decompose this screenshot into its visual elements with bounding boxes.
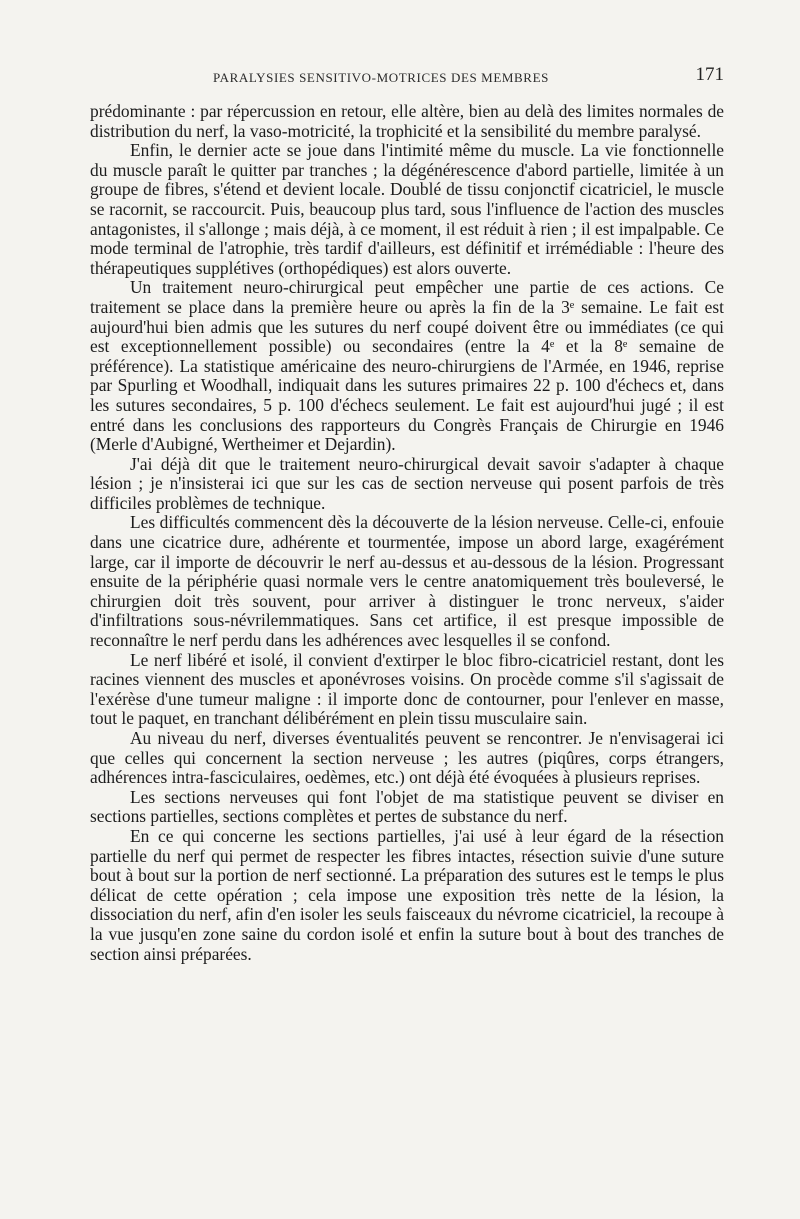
page-number: 171: [695, 64, 724, 85]
paragraph-2: Enfin, le dernier acte se joue dans l'intimité même du muscle. La vie fonctionnelle du muscle paraît le quitter par tranches ; la dégénérescence d'abord partielle, limitée à un groupe de fibres, s'étend et devient locale. Doublé de tissu conjonctif cicatriciel, le muscle se racornit, se raccourcit. Puis, beaucoup plus tard, sous l'influence de l'action des muscles antagonistes, il s'allonge ; mais déjà, à ce moment, il est réduit à rien ; il est impalpable. Ce mode terminal de l'atrophie, très tardif d'ailleurs, est définitif et irrémédiable : l'heure des thérapeutiques supplétives (orthopédiques) est alors ouverte.: [90, 140, 724, 278]
paragraph-4: J'ai déjà dit que le traitement neuro-chirurgical devait savoir s'adapter à chaque lésion ; je n'insisterai ici que sur les cas de section nerveuse qui posent parfois de très difficiles problèmes de technique.: [90, 453, 724, 513]
paragraph-1: prédominante : par répercussion en retour, elle altère, bien au delà des limites normales de distribution du nerf, la vaso-motricité, la trophicité et la sensibilité du membre paralysé.: [90, 101, 724, 141]
book-page: [90, 64, 724, 964]
paragraph-7: Au niveau du nerf, diverses éventualités peuvent se rencontrer. Je n'envisagerai ici que celles qui concernent la section nerveuse ; les autres (piqûres, corps étrangers, adhérences intra-fasciculaires, oedèmes, etc.) ont déjà été évoquées à plusieurs reprises.: [90, 728, 724, 788]
page-header: [90, 64, 724, 94]
paragraph-3: Un traitement neuro-chirurgical peut empêcher une partie de ces actions. Ce traitement se place dans la première heure ou après la fin de la 3ᵉ semaine. Le fait est aujourd'hui bien admis que les sutures du nerf coupé doivent être ou immédiates (ce qui est exceptionnellement possible) ou secondaires (entre la 4ᵉ et la 8ᵉ semaine de préférence). La statistique américaine des neuro-chirurgiens de l'Armée, en 1946, reprise par Spurling et Woodhall, indiquait dans les sutures primaires 22 p. 100 d'échecs et, dans les sutures secondaires, 5 p. 100 d'échecs seulement. Le fait est aujourd'hui jugé ; il est entré dans les conclusions des rapporteurs du Congrès Français de Chirurgie en 1946 (Merle d'Aubigné, Wertheimer et Dejardin).: [90, 277, 724, 455]
paragraph-5: Les difficultés commencent dès la découverte de la lésion nerveuse. Celle-ci, enfouie dans une cicatrice dure, adhérente et tourmentée, impose un abord large, exagérément large, car il importe de découvrir le nerf au-dessus et au-dessous de la lésion. Progressant ensuite de la périphérie quasi normale vers le centre anatomiquement très bouleversé, le chirurgien doit très souvent, pour arriver à distinguer le tronc nerveux, s'aider d'infiltrations sous-névrilemmatiques. Sans cet artifice, il est presque impossible de reconnaître le nerf perdu dans les adhérences avec lesquelles il se confond.: [90, 512, 724, 651]
running-title: PARALYSIES SENSITIVO-MOTRICES DES MEMBRES: [213, 70, 549, 85]
paragraph-6: Le nerf libéré et isolé, il convient d'extirper le bloc fibro-cicatriciel restant, dont les racines viennent des muscles et aponévroses voisins. On procède comme s'il s'agissait de l'exérèse d'une tumeur maligne : il importe donc de contourner, pour l'enlever en masse, tout le paquet, en tranchant délibérément en plein tissu musculaire sain.: [90, 649, 724, 729]
paragraph-8: Les sections nerveuses qui font l'objet de ma statistique peuvent se diviser en sections partielles, sections complètes et pertes de substance du nerf.: [90, 786, 724, 827]
paragraph-9: En ce qui concerne les sections partielles, j'ai usé à leur égard de la résection partielle du nerf qui permet de respecter les fibres intactes, résection suivie d'une suture bout à bout sur la portion de nerf sectionné. La préparation des sutures est le temps le plus délicat de cette opération ; cela impose une exposition très nette de la lésion, la dissociation du nerf, afin d'en isoler les seuls faisceaux du névrome cicatriciel, la recoupe à la vue jusqu'en zone saine du cordon isolé et enfin la suture bout à bout des tranches de section ainsi préparées.: [90, 825, 724, 964]
page-body: [90, 102, 724, 964]
